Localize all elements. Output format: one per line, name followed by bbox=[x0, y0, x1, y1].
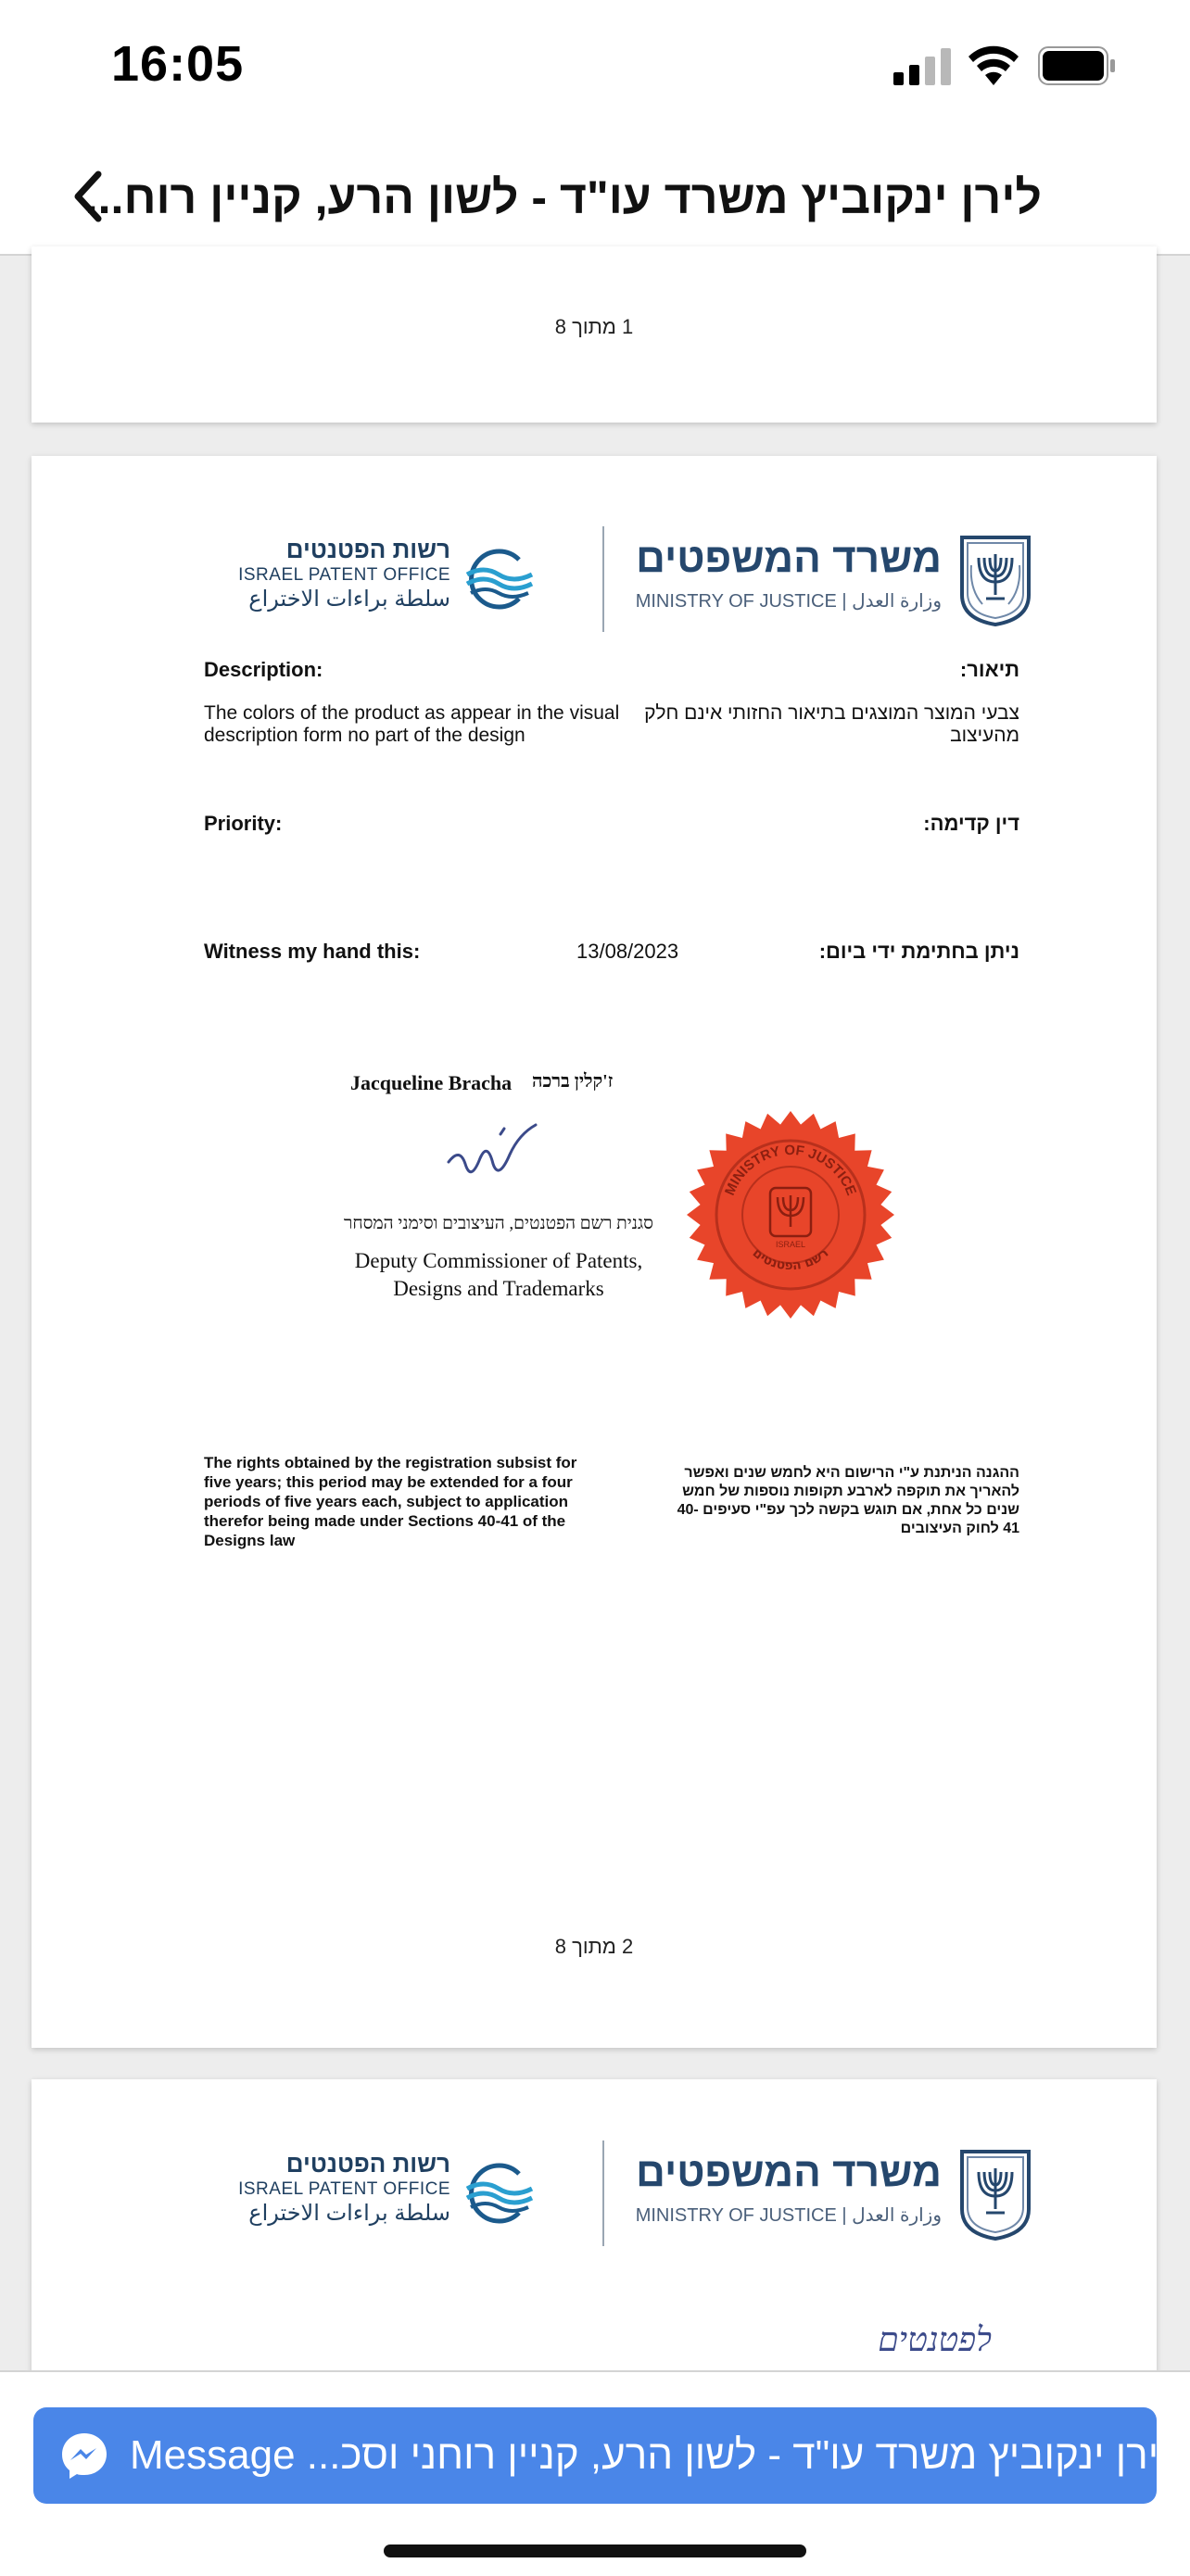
description-label: Description: bbox=[204, 658, 323, 681]
signature-image bbox=[443, 1116, 545, 1190]
signer-name: Jacqueline Bracha bbox=[350, 1071, 513, 1094]
battery-icon bbox=[1038, 46, 1116, 85]
cellular-signal-icon bbox=[893, 48, 953, 85]
status-bar bbox=[0, 0, 1190, 139]
menorah-emblem-icon bbox=[958, 534, 1032, 626]
description-label-hebrew: תיאור: bbox=[959, 658, 1019, 681]
letterhead bbox=[235, 2140, 1032, 2252]
patent-office-name-hebrew: רשות הפטנטים bbox=[285, 2150, 450, 2178]
patent-office-name-english: ISRAEL PATENT OFFICE bbox=[238, 565, 450, 585]
description-text: The colors of the product as appear in the visual description form no part of the design bbox=[204, 702, 620, 746]
messenger-icon bbox=[59, 2431, 109, 2481]
status-icons bbox=[893, 44, 1116, 91]
document-page-2 bbox=[32, 456, 1157, 2048]
description-text-hebrew: צבעי המוצר המוצגים בתיאור החזותי אינם חלק מהעיצוב bbox=[644, 702, 1019, 746]
witness-date: 13/08/2023 bbox=[576, 940, 679, 963]
seal-top-text: MINISTRY OF JUSTICE bbox=[721, 1142, 860, 1198]
priority-label-hebrew: דין קדימה: bbox=[923, 812, 1019, 835]
ministry-seal-icon bbox=[684, 1108, 897, 1321]
patent-office-wave-icon bbox=[460, 547, 538, 612]
patent-office-name-arabic: سلطة براءات الاختراع bbox=[248, 2201, 450, 2226]
patent-office-name-arabic: سلطة براءات الاختراع bbox=[248, 587, 450, 612]
status-time: 16:05 bbox=[111, 36, 245, 92]
patent-office-wave-icon bbox=[460, 2161, 538, 2226]
patent-office-name-hebrew: רשות הפטנטים bbox=[285, 536, 450, 563]
seal-small-text: ISRAEL bbox=[775, 1240, 806, 1249]
ministry-name-sub: MINISTRY OF JUSTICE | وزارة العدل bbox=[635, 2205, 942, 2226]
page-number: 1 מתוך 8 bbox=[554, 315, 634, 338]
rights-text-hebrew: ההגנה הניתנת ע"י הרישום היא לחמש שנים ואפשר להאריך את תוקפה לארבע תקופות נוספות של חמש שנים כל אחת, אם תוגש בקשה לכך עפ"י סעיפים 40-41 לחוק העיצובים bbox=[677, 1465, 1019, 1536]
priority-label: Priority: bbox=[204, 812, 283, 835]
seal-bottom-text: רשם הפטנטים bbox=[749, 1245, 832, 1274]
witness-label: Witness my hand this: bbox=[204, 940, 421, 963]
nav-header bbox=[0, 139, 1190, 256]
ministry-name-hebrew: משרד המשפטים bbox=[636, 2150, 942, 2195]
wifi-icon bbox=[968, 46, 1019, 85]
menorah-emblem-icon bbox=[958, 2148, 1032, 2241]
message-button[interactable] bbox=[33, 2407, 1181, 2504]
letterhead bbox=[235, 526, 1032, 638]
document-viewer[interactable] bbox=[0, 256, 1190, 2370]
letterhead-divider bbox=[602, 2140, 604, 2246]
message-button-label: לירן ינקוביץ משרד עו"ד - לשון הרע, קניין רוחני וסכ... Message bbox=[130, 2432, 1181, 2478]
signer-title-line-1: Deputy Commissioner of Patents, bbox=[354, 1249, 643, 1272]
signer-name-hebrew: ז'קלין ברכה bbox=[532, 1071, 614, 1092]
document-page-1 bbox=[32, 246, 1157, 423]
page-title: לירן ינקוביץ משרד עו"ד - לשון הרע, קניין רוח... bbox=[84, 171, 1042, 223]
letterhead-divider bbox=[602, 526, 604, 632]
ministry-name-hebrew: משרד המשפטים bbox=[636, 536, 942, 581]
witness-label-hebrew: ניתן בחתימת ידי ביום: bbox=[818, 940, 1019, 963]
rights-text: The rights obtained by the registration subsist for five years; this period may be extended for a four periods of five years each, subject to application therefor being made under Sections 40-41 of the Designs law bbox=[204, 1454, 577, 1549]
signer-title-hebrew: סגנית רשם הפטנטים, העיצובים וסימני המסחר bbox=[344, 1214, 653, 1233]
home-indicator bbox=[384, 2544, 806, 2557]
handwritten-note: לפטנטים bbox=[878, 2321, 992, 2359]
signer-title-line-2: Designs and Trademarks bbox=[393, 1277, 604, 1300]
page-number: 2 מתוך 8 bbox=[554, 1935, 634, 1958]
ministry-name-sub: MINISTRY OF JUSTICE | وزارة العدل bbox=[635, 591, 942, 612]
bottom-bar bbox=[0, 2370, 1190, 2576]
patent-office-name-english: ISRAEL PATENT OFFICE bbox=[238, 2179, 450, 2199]
